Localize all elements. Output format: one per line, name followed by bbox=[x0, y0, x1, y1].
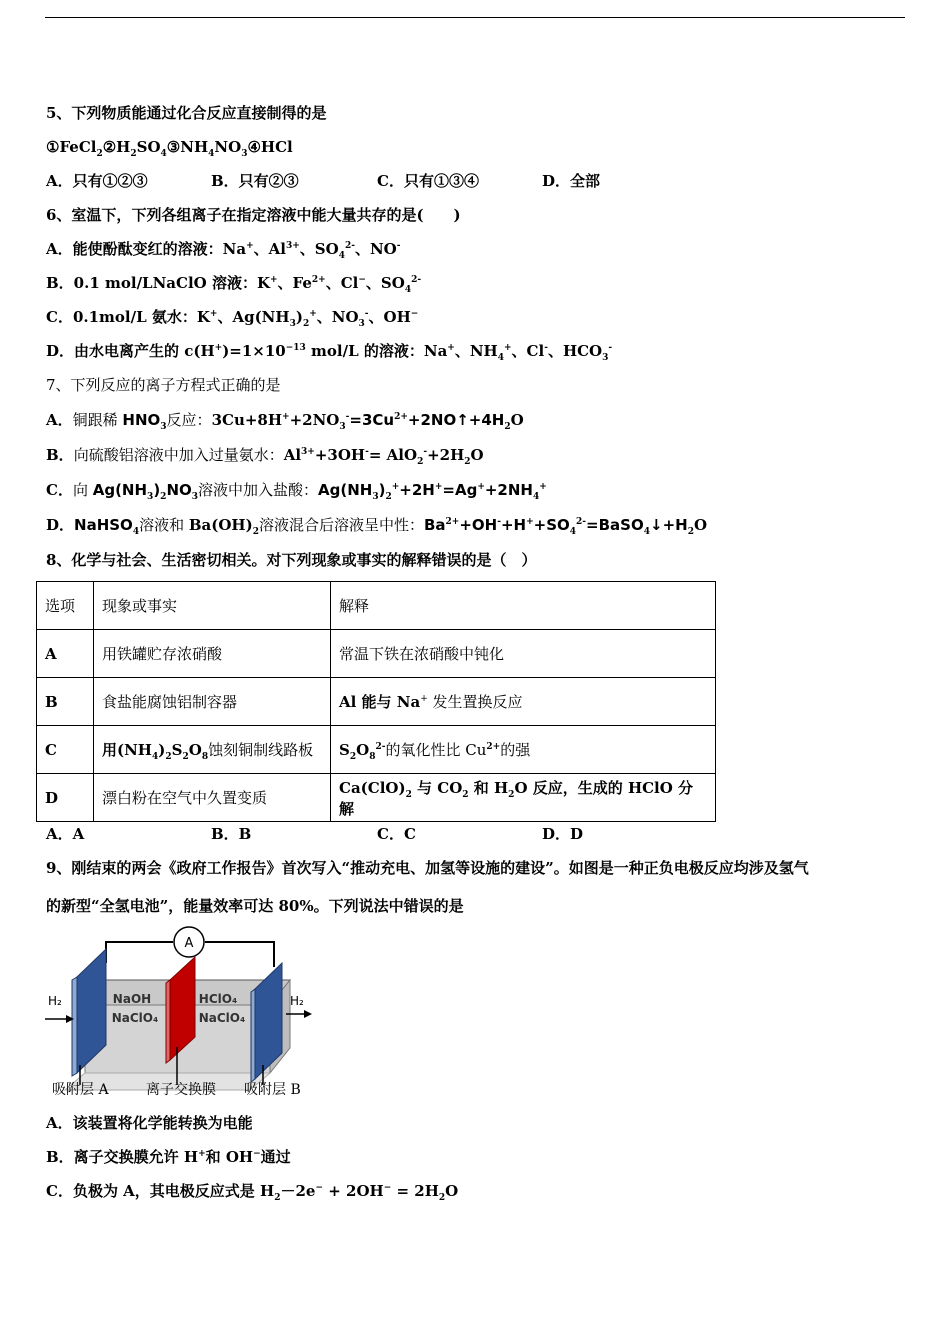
q9-option-a[interactable]: A．该装置将化学能转换为电能 bbox=[46, 1114, 253, 1132]
left-solution-naoh: NaOH bbox=[112, 992, 152, 1006]
q7-option-a[interactable]: A．铜跟稀 $HNO_3$反应：$3Cu+8H^++2NO_3^-=3Cu^{2+}+2NO↑+4H_2O$ bbox=[46, 411, 524, 432]
q5-option-d[interactable]: D．全部 bbox=[542, 172, 601, 190]
q9-option-b[interactable]: B．离子交换膜允许 H+和 OH−通过 bbox=[46, 1148, 291, 1166]
q8-option-b[interactable]: B．B bbox=[211, 825, 252, 843]
table-cell-fact: 用$(NH_4)_2S_2O_8$蚀刻铜制线路板 bbox=[94, 726, 331, 774]
hydrogen-battery-diagram bbox=[40, 925, 320, 1105]
q9-stem-line1: 9、刚结束的两会《政府工作报告》首次写入“推动充电、加氢等设施的建设”。如图是一种正负电极反应均涉及氢气 bbox=[46, 859, 809, 877]
q9-stem-line2: 的新型“全氢电池”，能量效率可达 80%。下列说法中错误的是 bbox=[46, 897, 464, 915]
q5-stem: 5、下列物质能通过化合反应直接制得的是 bbox=[46, 104, 327, 122]
label-ion-exchange-membrane: 离子交换膜 bbox=[146, 1082, 216, 1098]
ammeter-label: A bbox=[184, 936, 194, 951]
q6-option-b[interactable]: B．0.1 mol/LNaClO 溶液：K+、$Fe^{2+}$、Cl−、$SO_4^{2-}$ bbox=[46, 274, 422, 295]
q6-option-c[interactable]: C．0.1mol/L 氨水：K+、$Ag(NH_3)_2^+$、$NO_3^-$、OH− bbox=[46, 308, 419, 329]
q5-option-b[interactable]: B．只有②③ bbox=[211, 172, 299, 190]
left-solution-naclo4: NaClO₄ bbox=[111, 1011, 159, 1025]
q6-stem: 6、室温下，下列各组离子在指定溶液中能大量共存的是( ) bbox=[46, 206, 461, 224]
table-header-cell: 现象或事实 bbox=[94, 582, 331, 630]
q5-options bbox=[46, 171, 746, 191]
label-adsorption-layer-b: 吸附层 B bbox=[244, 1082, 301, 1098]
table-row bbox=[37, 774, 716, 822]
table-header-cell: 选项 bbox=[37, 582, 94, 630]
q8-option-a[interactable]: A．A bbox=[46, 825, 85, 843]
label-adsorption-layer-a: 吸附层 A bbox=[52, 1082, 109, 1098]
table-cell-explanation: $Ca(ClO)_2$ 与 $CO_2$ 和 $H_2O$ 反应，生成的 HClO 分解 bbox=[331, 774, 716, 822]
q8-options bbox=[46, 824, 746, 844]
q7-option-c[interactable]: C．向 $Ag(NH_3)_2NO_3$溶液中加入盐酸：$Ag(NH_3)_2^++2H^+=Ag^++2NH_4^+$ bbox=[46, 481, 547, 502]
q8-option-d[interactable]: D．D bbox=[542, 825, 584, 843]
table-cell-explanation: 常温下铁在浓硝酸中钝化 bbox=[331, 630, 716, 678]
table-row bbox=[37, 678, 716, 726]
table-row bbox=[37, 726, 716, 774]
q5-option-c[interactable]: C．只有①③④ bbox=[377, 172, 479, 190]
q7-option-d[interactable]: D．NaHSO$_4$溶液和 $Ba(OH)_2$溶液混合后溶液呈中性：$Ba^{2+}+OH^-+H^++SO_4^{2-}=BaSO_4↓+H_2O$ bbox=[46, 516, 708, 537]
table-cell-option: A bbox=[37, 630, 94, 678]
header-rule bbox=[45, 17, 905, 18]
table-cell-explanation: $S_2O_8^{2-}$的氧化性比 $Cu^{2+}$的强 bbox=[331, 726, 716, 774]
table-header-cell: 解释 bbox=[331, 582, 716, 630]
q6-option-a[interactable]: A．能使酚酞变红的溶液：Na+、$Al^{3+}$、$SO_4^{2-}$、NO- bbox=[46, 240, 401, 261]
h2-outlet-label: H₂ bbox=[290, 994, 304, 1008]
table-cell-fact: 漂白粉在空气中久置变质 bbox=[94, 774, 331, 822]
table-cell-option: D bbox=[37, 774, 94, 822]
table-cell-option: C bbox=[37, 726, 94, 774]
q7-stem: 7、下列反应的离子方程式正确的是 bbox=[46, 376, 281, 394]
table-cell-option: B bbox=[37, 678, 94, 726]
right-solution-hclo4: HClO₄ bbox=[198, 992, 238, 1006]
table-row bbox=[37, 630, 716, 678]
h2-inlet-arrow bbox=[45, 1015, 74, 1023]
right-solution-naclo4: NaClO₄ bbox=[198, 1011, 246, 1025]
q6-option-d[interactable]: D．由水电离产生的 $c(H^+)=1\times 10^{-13}$ mol/L 的溶液：Na+、$NH_4^+$、Cl-、$HCO_3^-$ bbox=[46, 342, 613, 363]
table-cell-fact: 用铁罐贮存浓硝酸 bbox=[94, 630, 331, 678]
q8-stem: 8、化学与社会、生活密切相关。对下列现象或事实的解释错误的是（ ） bbox=[46, 551, 537, 569]
q5-option-a[interactable]: A．只有①②③ bbox=[46, 172, 148, 190]
q5-items: $①FeCl_2②H_2SO_4③NH_4NO_3④HCl$ bbox=[46, 138, 293, 159]
q8-option-c[interactable]: C．C bbox=[377, 825, 416, 843]
ammeter bbox=[174, 927, 204, 957]
q9-option-c[interactable]: C．负极为 A，其电极反应式是 $H_2-2e^- + 2OH^- = 2H_2O$ bbox=[46, 1182, 459, 1203]
h2-inlet-label: H₂ bbox=[48, 994, 62, 1008]
q8-table bbox=[36, 581, 716, 822]
table-cell-fact: 食盐能腐蚀铝制容器 bbox=[94, 678, 331, 726]
q7-option-b[interactable]: B．向硫酸铝溶液中加入过量氨水：$Al^{3+}+3OH^-= AlO_2^-+2H_2O$ bbox=[46, 446, 484, 467]
table-header-row bbox=[37, 582, 716, 630]
table-cell-explanation: Al 能与 Na+ 发生置换反应 bbox=[331, 678, 716, 726]
